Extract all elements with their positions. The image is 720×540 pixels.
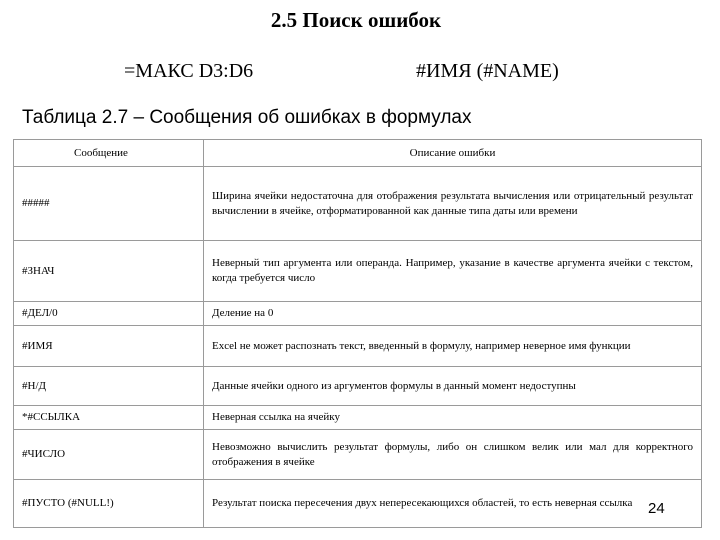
- formula-example: =МАКС D3:D6: [124, 60, 254, 82]
- table-caption: Таблица 2.7 – Сообщения об ошибках в формулах: [22, 107, 472, 128]
- page-title: 2.5 Поиск ошибок: [270, 8, 442, 32]
- table-row: [14, 241, 702, 302]
- table-row: [14, 167, 702, 241]
- error-description: Результат поиска пересечения двух непересекающихся областей, то есть неверная ссылка: [204, 480, 702, 528]
- page-number: 24: [648, 500, 665, 517]
- error-code: #Н/Д: [14, 367, 204, 406]
- error-description: Деление на 0: [204, 302, 702, 326]
- table-row: [14, 406, 702, 430]
- error-code: #ПУСТО (#NULL!): [14, 480, 204, 528]
- error-description: Excel не может распознать текст, введенный в формулу, например неверное имя функции: [204, 326, 702, 367]
- table-row: [14, 367, 702, 406]
- error-code: #####: [14, 167, 204, 241]
- error-description: Данные ячейки одного из аргументов формулы в данный момент недоступны: [204, 367, 702, 406]
- error-messages-table: [13, 139, 702, 528]
- formula-error-result: #ИМЯ (#NAME): [416, 60, 559, 82]
- error-description: Неверный тип аргумента или операнда. Например, указание в качестве аргумента ячейки с текстом, когда требуется число: [204, 241, 702, 302]
- table-row: [14, 326, 702, 367]
- error-description: Ширина ячейки недостаточна для отображения результата вычисления или отрицательный результат вычислении в ячейке, отформатированной как данные типа даты или времени: [204, 167, 702, 241]
- error-code: #ИМЯ: [14, 326, 204, 367]
- table-row: [14, 302, 702, 326]
- error-code: #ДЕЛ/0: [14, 302, 204, 326]
- error-code: #ЧИСЛО: [14, 430, 204, 480]
- column-header-description: Описание ошибки: [204, 140, 702, 167]
- error-description: Невозможно вычислить результат формулы, либо он слишком велик или мал для корректного отображения в ячейке: [204, 430, 702, 480]
- table-row: [14, 480, 702, 528]
- error-code: #ЗНАЧ: [14, 241, 204, 302]
- column-header-message: Сообщение: [14, 140, 204, 167]
- table-row: [14, 430, 702, 480]
- table-header-row: [14, 140, 702, 167]
- error-code: *#ССЫЛКА: [14, 406, 204, 430]
- error-description: Неверная ссылка на ячейку: [204, 406, 702, 430]
